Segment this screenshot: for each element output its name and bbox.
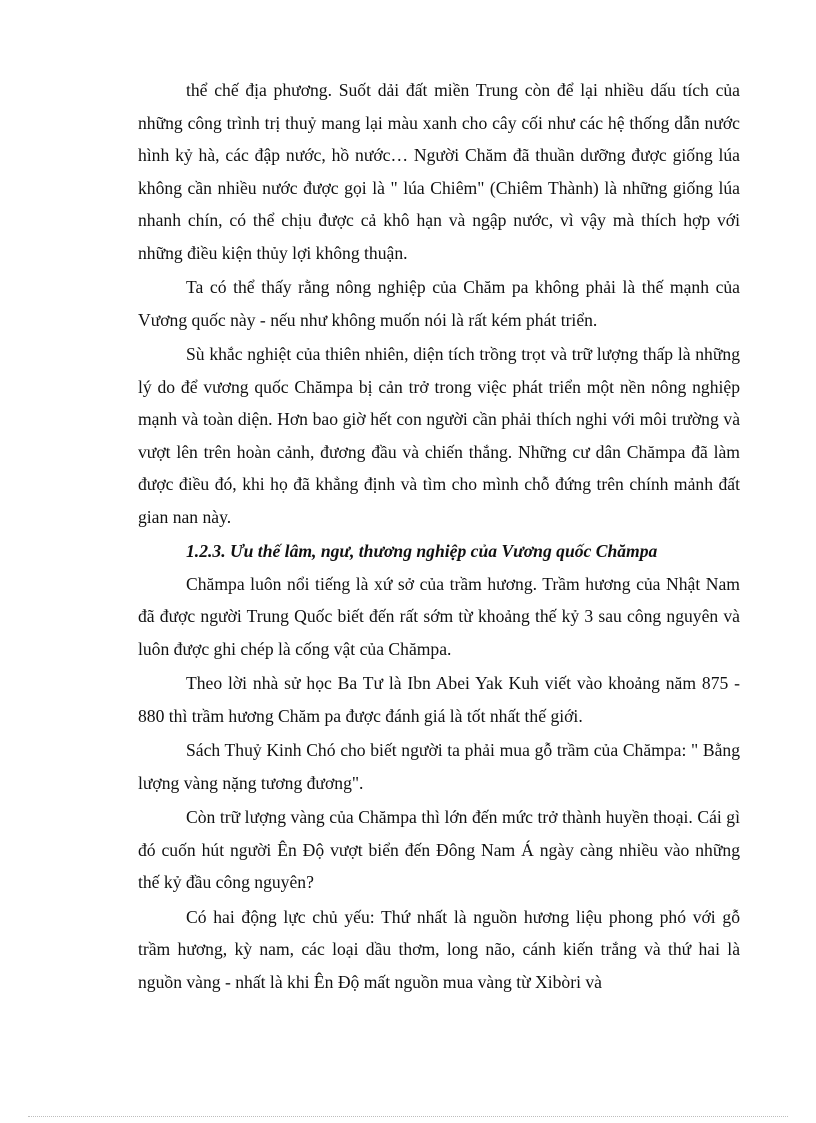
section-heading: 1.2.3. Ưu thế lâm, ngư, thương nghiệp của Vương quốc Chămpa <box>186 541 658 561</box>
paragraph-agriculture-weakness: Ta có thể thấy rằng nông nghiệp của Chăm pa không phải là thế mạnh của Vương quốc này - nếu như không muốn nói là rất kém phát triển. <box>138 277 740 330</box>
paragraph-two-motives: Có hai động lực chủ yếu: Thứ nhất là nguồn hương liệu phong phó với gỗ trầm hương, kỳ nam, các loại dầu thơm, long não, cánh kiến trắng và thứ hai là nguồn vàng - nhất là khi Ên Độ mất nguồn mua vàng từ Xibòri và <box>138 906 740 992</box>
paragraph-thuy-kinh: Sách Thuỷ Kinh Chó cho biết người ta phải mua gỗ trầm của Chămpa: " Bằng lượng vàng nặng tương đương". <box>138 740 740 793</box>
document-body <box>138 74 740 998</box>
paragraph-ibn-abei: Theo lời nhà sử học Ba Tư là Ibn Abei Yak Kuh viết vào khoảng năm 875 - 880 thì trầm hương Chăm pa được đánh giá là tốt nhất thế giới. <box>138 673 740 726</box>
paragraph-agarwood: Chămpa luôn nổi tiếng là xứ sở của trầm hương. Trầm hương của Nhật Nam đã được người Trung Quốc biết đến rất sớm từ khoảng thế kỷ 3 sau công nguyên và luôn được ghi chép là cống vật của Chămpa. <box>138 573 740 659</box>
paragraph-irrigation: thể chế địa phương. Suốt dải đất miền Trung còn để lại nhiều dấu tích của những công trình trị thuỷ mang lại màu xanh cho cây cối như các hệ thống dẫn nước hình kỷ hà, các đập nước, hồ nước… Người Chăm đã thuần dưỡng được giống lúa không cần nhiều nước được gọi là " lúa Chiêm" (Chiêm Thành) là những giống lúa nhanh chín, có thể chịu được cả khô hạn và ngập nước, vì vậy mà thích hợp với những điều kiện thủy lợi không thuận. <box>138 80 740 263</box>
footer-divider <box>28 1116 788 1117</box>
paragraph-harsh-nature: Sù khắc nghiệt của thiên nhiên, diện tích trồng trọt và trữ lượng thấp là những lý do để vương quốc Chămpa bị cản trở trong việc phát triển một nền nông nghiệp mạnh và toàn diện. Hơn bao giờ hết con người cần phải thích nghi với môi trường và vượt lên trên hoàn cảnh, đương đầu và chiến thắng. Những cư dân Chămpa đã làm được điều đó, khi họ đã khẳng định và tìm cho mình chỗ đứng trên chính mảnh đất gian nan này. <box>138 344 740 527</box>
paragraph-gold-reserves: Còn trữ lượng vàng của Chămpa thì lớn đến mức trở thành huyền thoại. Cái gì đó cuốn hút người Ên Độ vượt biển đến Đông Nam Á ngày càng nhiều vào những thế kỷ đầu công nguyên? <box>138 807 740 892</box>
